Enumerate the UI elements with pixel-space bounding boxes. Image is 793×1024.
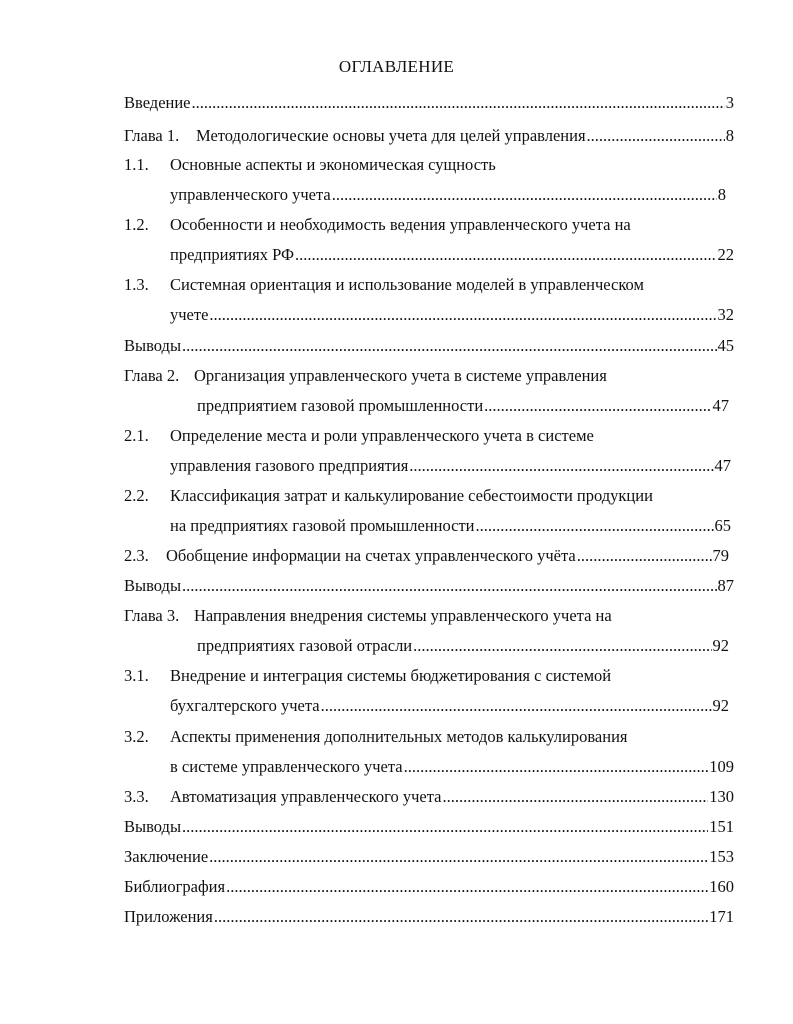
- toc-entry-text: Определение места и роли управленческого учета в системе: [170, 426, 594, 445]
- toc-entry-text-cont: управленческого учета: [170, 185, 331, 204]
- toc-page-number: 32: [717, 305, 734, 324]
- toc-entry-chapter-2-cont: [197, 396, 729, 416]
- toc-leader-dots: [192, 93, 725, 113]
- toc-entry-text-cont: в системе управленческого учета: [170, 757, 403, 776]
- toc-entry-text: Организация управленческого учета в системе управления: [194, 366, 607, 385]
- toc-leader-dots: [476, 516, 714, 536]
- toc-page-number: 109: [709, 757, 734, 776]
- toc-leader-dots: [182, 336, 716, 356]
- toc-entry-section-2-1: [124, 426, 734, 446]
- toc-entry-text: Заключение: [124, 847, 209, 866]
- toc-entry-text: Обобщение информации на счетах управленческого учёта: [166, 546, 576, 565]
- toc-entry-section-1-1-cont: [170, 185, 726, 205]
- toc-entry-bibliography: [124, 877, 734, 897]
- toc-leader-dots: [442, 787, 708, 807]
- toc-entry-section-3-1-cont: [170, 696, 729, 716]
- toc-leader-dots: [409, 456, 713, 476]
- toc-leader-dots: [209, 847, 708, 867]
- toc-page-number: 87: [717, 576, 734, 595]
- toc-entry-text: Выводы: [124, 576, 182, 595]
- toc-leader-dots: [332, 185, 717, 205]
- toc-page-number: 130: [709, 787, 734, 806]
- toc-entry-text: Направления внедрения системы управленческого учета на: [194, 606, 612, 625]
- toc-entry-text-cont: управления газового предприятия: [170, 456, 409, 475]
- toc-entry-number: 2.2.: [124, 486, 149, 505]
- toc-entry-section-1-3-cont: [170, 305, 734, 325]
- toc-entry-text: Библиография: [124, 877, 226, 896]
- toc-entry-text: Классификация затрат и калькулирование себестоимости продукции: [170, 486, 653, 505]
- toc-entry-chapter-1: [124, 126, 734, 146]
- toc-entry-text: Основные аспекты и экономическая сущность: [170, 155, 496, 174]
- toc-entry-text-cont: на предприятиях газовой промышленности: [170, 516, 475, 535]
- toc-entry-section-3-2-cont: [170, 757, 734, 777]
- toc-entry-text: Выводы: [124, 336, 182, 355]
- toc-leader-dots: [209, 305, 716, 325]
- toc-entry-number: 1.3.: [124, 275, 149, 294]
- toc-leader-dots: [182, 576, 716, 596]
- toc-entry-text: Выводы: [124, 817, 182, 836]
- toc-page-number: 171: [709, 907, 734, 926]
- toc-entry-number: Глава 1.: [124, 126, 180, 145]
- toc-entry-section-1-3: [124, 275, 734, 295]
- toc-entry-text-cont: предприятиях РФ: [170, 245, 295, 264]
- toc-entry-text: Автоматизация управленческого учета: [170, 787, 442, 806]
- toc-page-number: 47: [712, 396, 729, 415]
- toc-leader-dots: [214, 907, 708, 927]
- toc-leader-dots: [413, 636, 711, 656]
- toc-entry-conclusions-1: [124, 336, 734, 356]
- toc-entry-text-cont: бухгалтерского учета: [170, 696, 320, 715]
- toc-entry-section-2-3: [124, 546, 729, 566]
- toc-entry-conclusion: [124, 847, 734, 867]
- toc-page-number: 65: [714, 516, 731, 535]
- toc-page-number: 8: [725, 126, 734, 145]
- toc-entry-conclusions-3: [124, 817, 734, 837]
- toc-entry-number: 3.3.: [124, 787, 149, 806]
- toc-page-number: 3: [725, 93, 734, 112]
- toc-entry-number: 2.3.: [124, 546, 149, 565]
- toc-leader-dots: [587, 126, 725, 146]
- toc-entry-section-2-2: [124, 486, 734, 506]
- toc-entry-number: 1.2.: [124, 215, 149, 234]
- toc-entry-chapter-3: [124, 606, 734, 626]
- toc-entry-number: 3.2.: [124, 727, 149, 746]
- toc-entry-section-3-1: [124, 666, 734, 686]
- toc-entry-text: Системная ориентация и использование моделей в управленческом: [170, 275, 644, 294]
- toc-page-number: 45: [717, 336, 734, 355]
- toc-page-number: 79: [712, 546, 729, 565]
- toc-entry-chapter-2: [124, 366, 734, 386]
- toc-page-number: 92: [712, 636, 729, 655]
- toc-entry-text: Приложения: [124, 907, 213, 926]
- toc-entry-text-cont: предприятием газовой промышленности: [197, 396, 484, 415]
- toc-leader-dots: [182, 817, 708, 837]
- toc-leader-dots: [484, 396, 711, 416]
- toc-entry-text: Особенности и необходимость ведения управленческого учета на: [170, 215, 631, 234]
- toc-entry-text: Аспекты применения дополнительных методов калькулирования: [170, 727, 628, 746]
- toc-leader-dots: [321, 696, 712, 716]
- toc-page-number: 47: [714, 456, 731, 475]
- toc-entry-section-2-2-cont: [170, 516, 731, 536]
- toc-leader-dots: [295, 245, 716, 265]
- toc-entry-number: 1.1.: [124, 155, 149, 174]
- toc-entry-section-2-1-cont: [170, 456, 731, 476]
- toc-entry-conclusions-2: [124, 576, 734, 596]
- toc-entry-appendices: [124, 907, 734, 927]
- toc-entry-chapter-3-cont: [197, 636, 729, 656]
- toc-entry-text: Введение: [124, 93, 191, 112]
- toc-entry-section-1-2: [124, 215, 734, 235]
- toc-page-number: 153: [709, 847, 734, 866]
- toc-entry-section-3-2: [124, 727, 734, 747]
- toc-leader-dots: [404, 757, 709, 777]
- toc-page-number: 160: [709, 877, 734, 896]
- toc-page-number: 8: [717, 185, 726, 204]
- toc-leader-dots: [577, 546, 712, 566]
- toc-entry-section-1-2-cont: [170, 245, 734, 265]
- toc-entry-number: 2.1.: [124, 426, 149, 445]
- toc-page-number: 22: [717, 245, 734, 264]
- toc-page-number: 151: [709, 817, 734, 836]
- toc-entry-number: Глава 2.: [124, 366, 180, 385]
- toc-entry-section-3-3: [124, 787, 734, 807]
- toc-entry-number: 3.1.: [124, 666, 149, 685]
- toc-entry-text-cont: предприятиях газовой отрасли: [197, 636, 413, 655]
- toc-entry-section-1-1: [124, 155, 734, 175]
- toc-entry-text: Методологические основы учета для целей управления: [196, 126, 586, 145]
- toc-entry-text-cont: учете: [170, 305, 209, 324]
- toc-page-number: 92: [712, 696, 729, 715]
- toc-entry-introduction: [124, 93, 734, 113]
- toc-entry-number: Глава 3.: [124, 606, 180, 625]
- toc-entry-text: Внедрение и интеграция системы бюджетирования с системой: [170, 666, 612, 685]
- toc-title: ОГЛАВЛЕНИЕ: [338, 57, 455, 76]
- toc-leader-dots: [226, 877, 708, 897]
